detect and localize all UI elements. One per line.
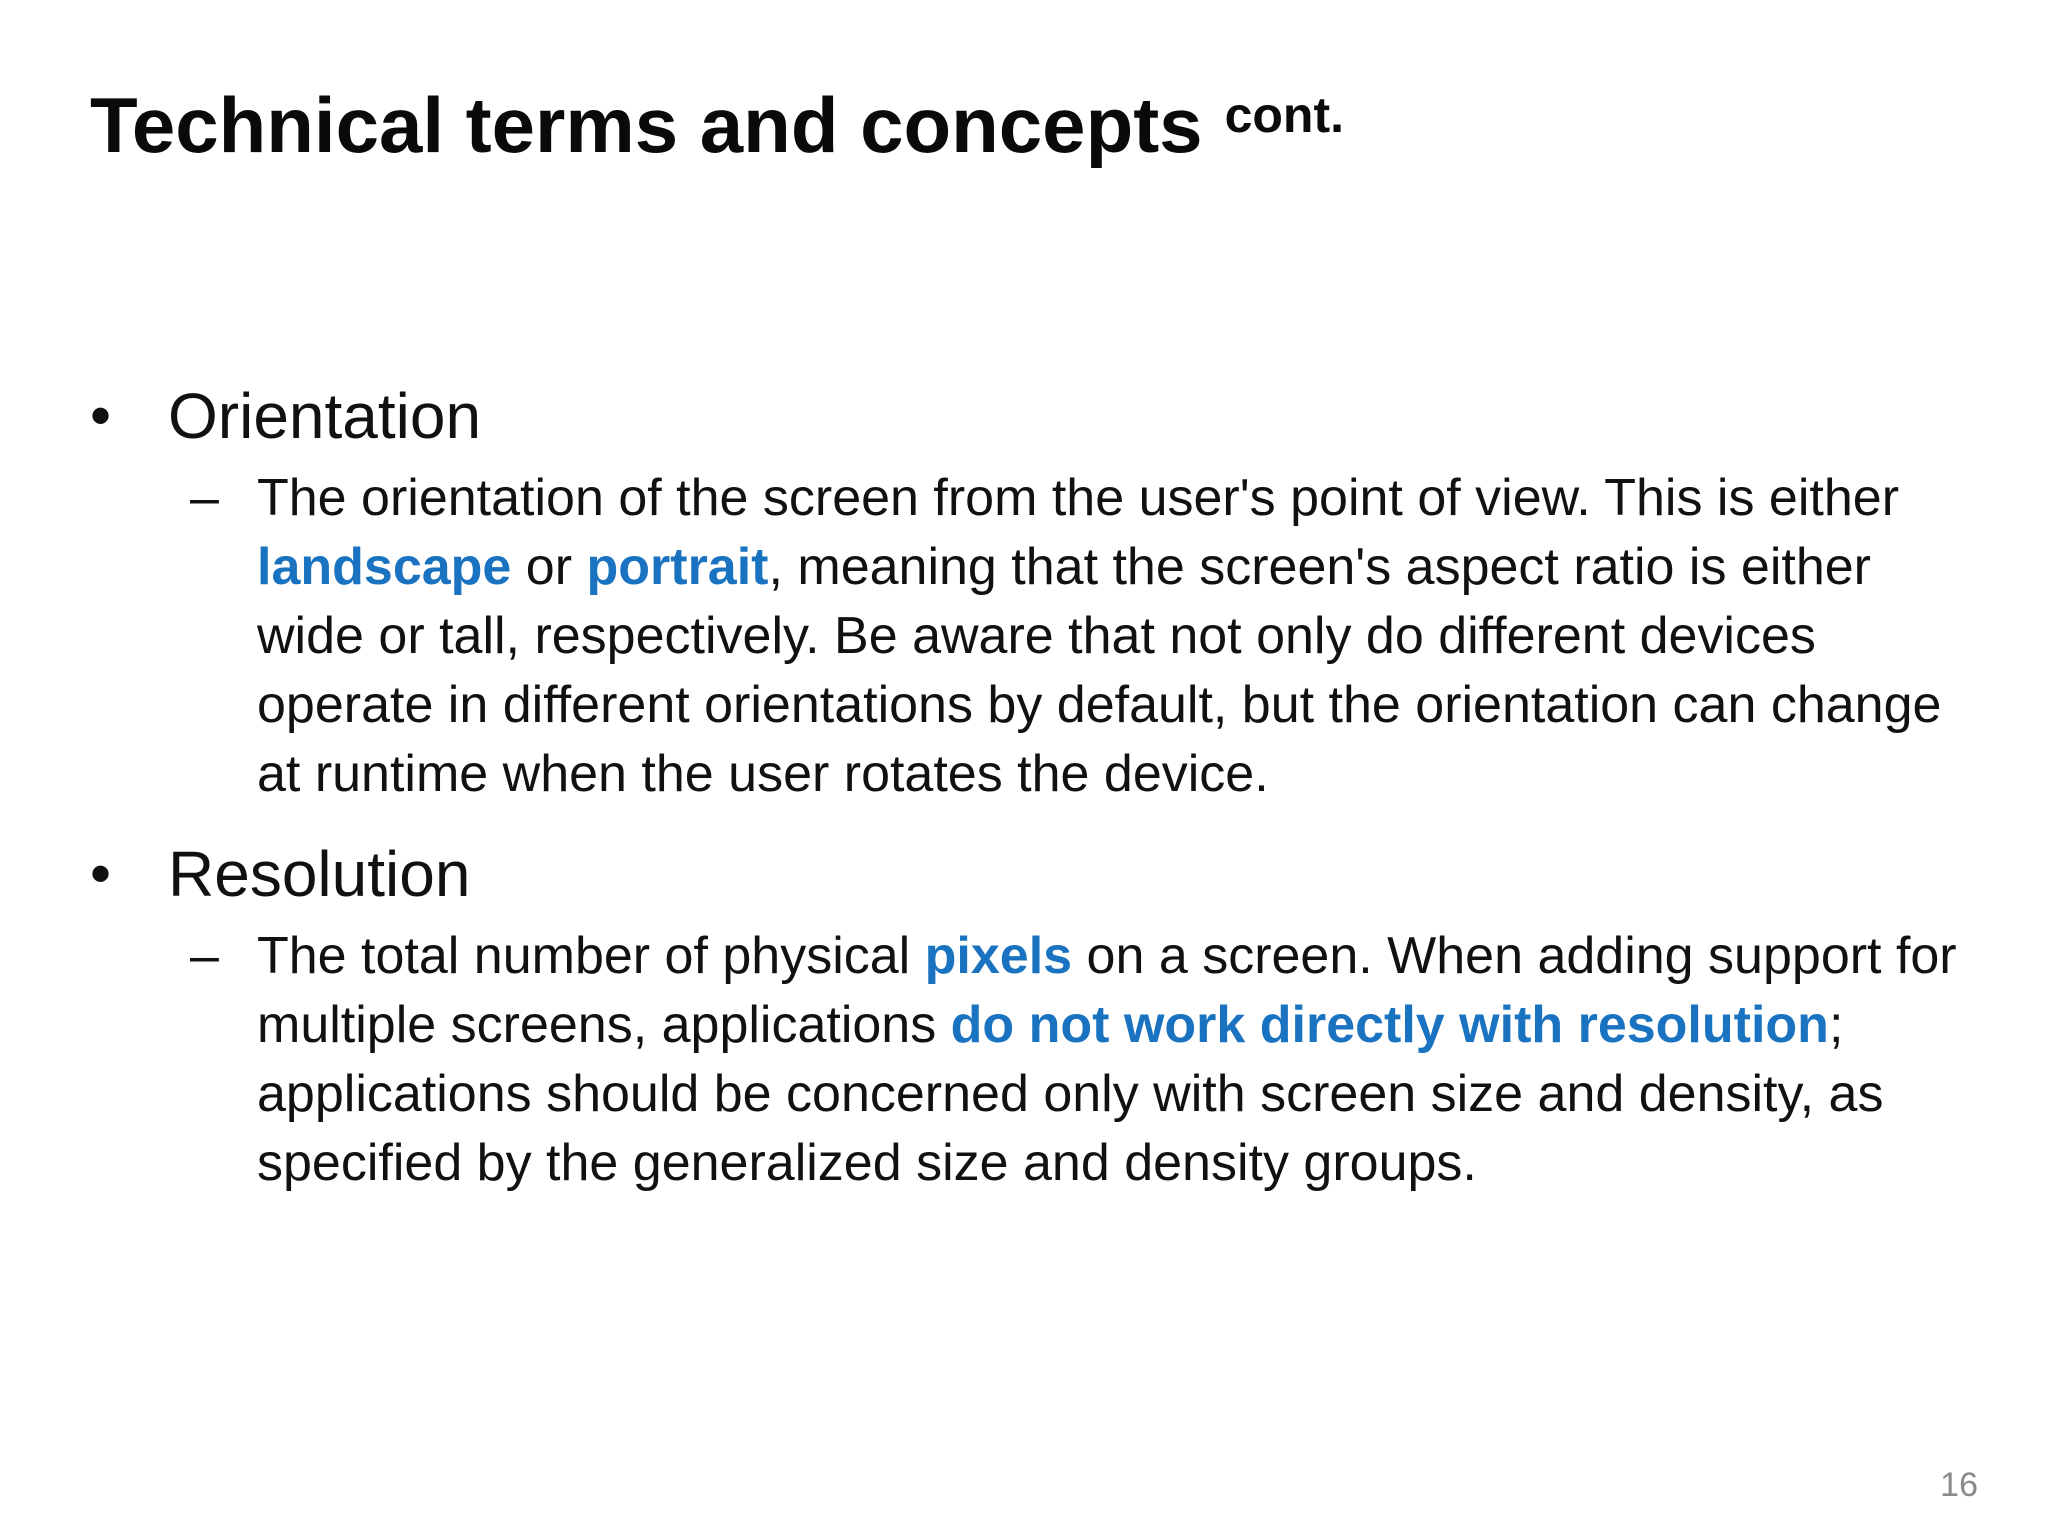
- text-segment: The total number of physical: [257, 927, 925, 985]
- highlight-no-direct-resolution: do not work directly with resolution: [950, 996, 1829, 1054]
- sub-bullet-dash: –: [190, 927, 219, 985]
- bullet-orientation: [90, 370, 1990, 809]
- bullet-header: [90, 828, 1990, 920]
- text-segment: or: [511, 538, 587, 596]
- slide-title: [90, 70, 1344, 180]
- highlight-portrait: portrait: [586, 538, 769, 596]
- text-segment: The orientation of the screen from the user's point of view. This is either: [257, 469, 1900, 527]
- bullet-dot: •: [90, 840, 112, 907]
- sub-bullet-resolution: [90, 922, 1990, 1198]
- bullet-resolution: [90, 828, 1990, 1198]
- sub-bullet-text-orientation: [257, 464, 1977, 809]
- page-number: 16: [1940, 1466, 1978, 1504]
- sub-bullet-text-resolution: [257, 922, 1977, 1198]
- slide-title-superscript: cont.: [1224, 87, 1345, 143]
- text-segment: on a screen. When adding support for multiple screens, applications: [257, 927, 1957, 1054]
- text-segment: , meaning that the screen's aspect ratio is either wide or tall, respectively. Be aware that not only do different devices operate in different orientations by default, but the orientation can change at runtime when the user rotates the device.: [257, 538, 1942, 803]
- bullet-header: [90, 370, 1990, 462]
- bullet-label-orientation: Orientation: [168, 380, 482, 452]
- slide-title-text: Technical terms and concepts: [90, 81, 1203, 169]
- sub-bullet-dash: –: [190, 469, 219, 527]
- text-segment: ; applications should be concerned only with screen size and density, as specified by the generalized size and density groups.: [257, 996, 1884, 1192]
- bullet-label-resolution: Resolution: [168, 838, 471, 910]
- bullet-dot: •: [90, 382, 112, 449]
- highlight-pixels: pixels: [924, 927, 1073, 985]
- sub-bullet-orientation: [90, 464, 1990, 809]
- highlight-landscape: landscape: [257, 538, 512, 596]
